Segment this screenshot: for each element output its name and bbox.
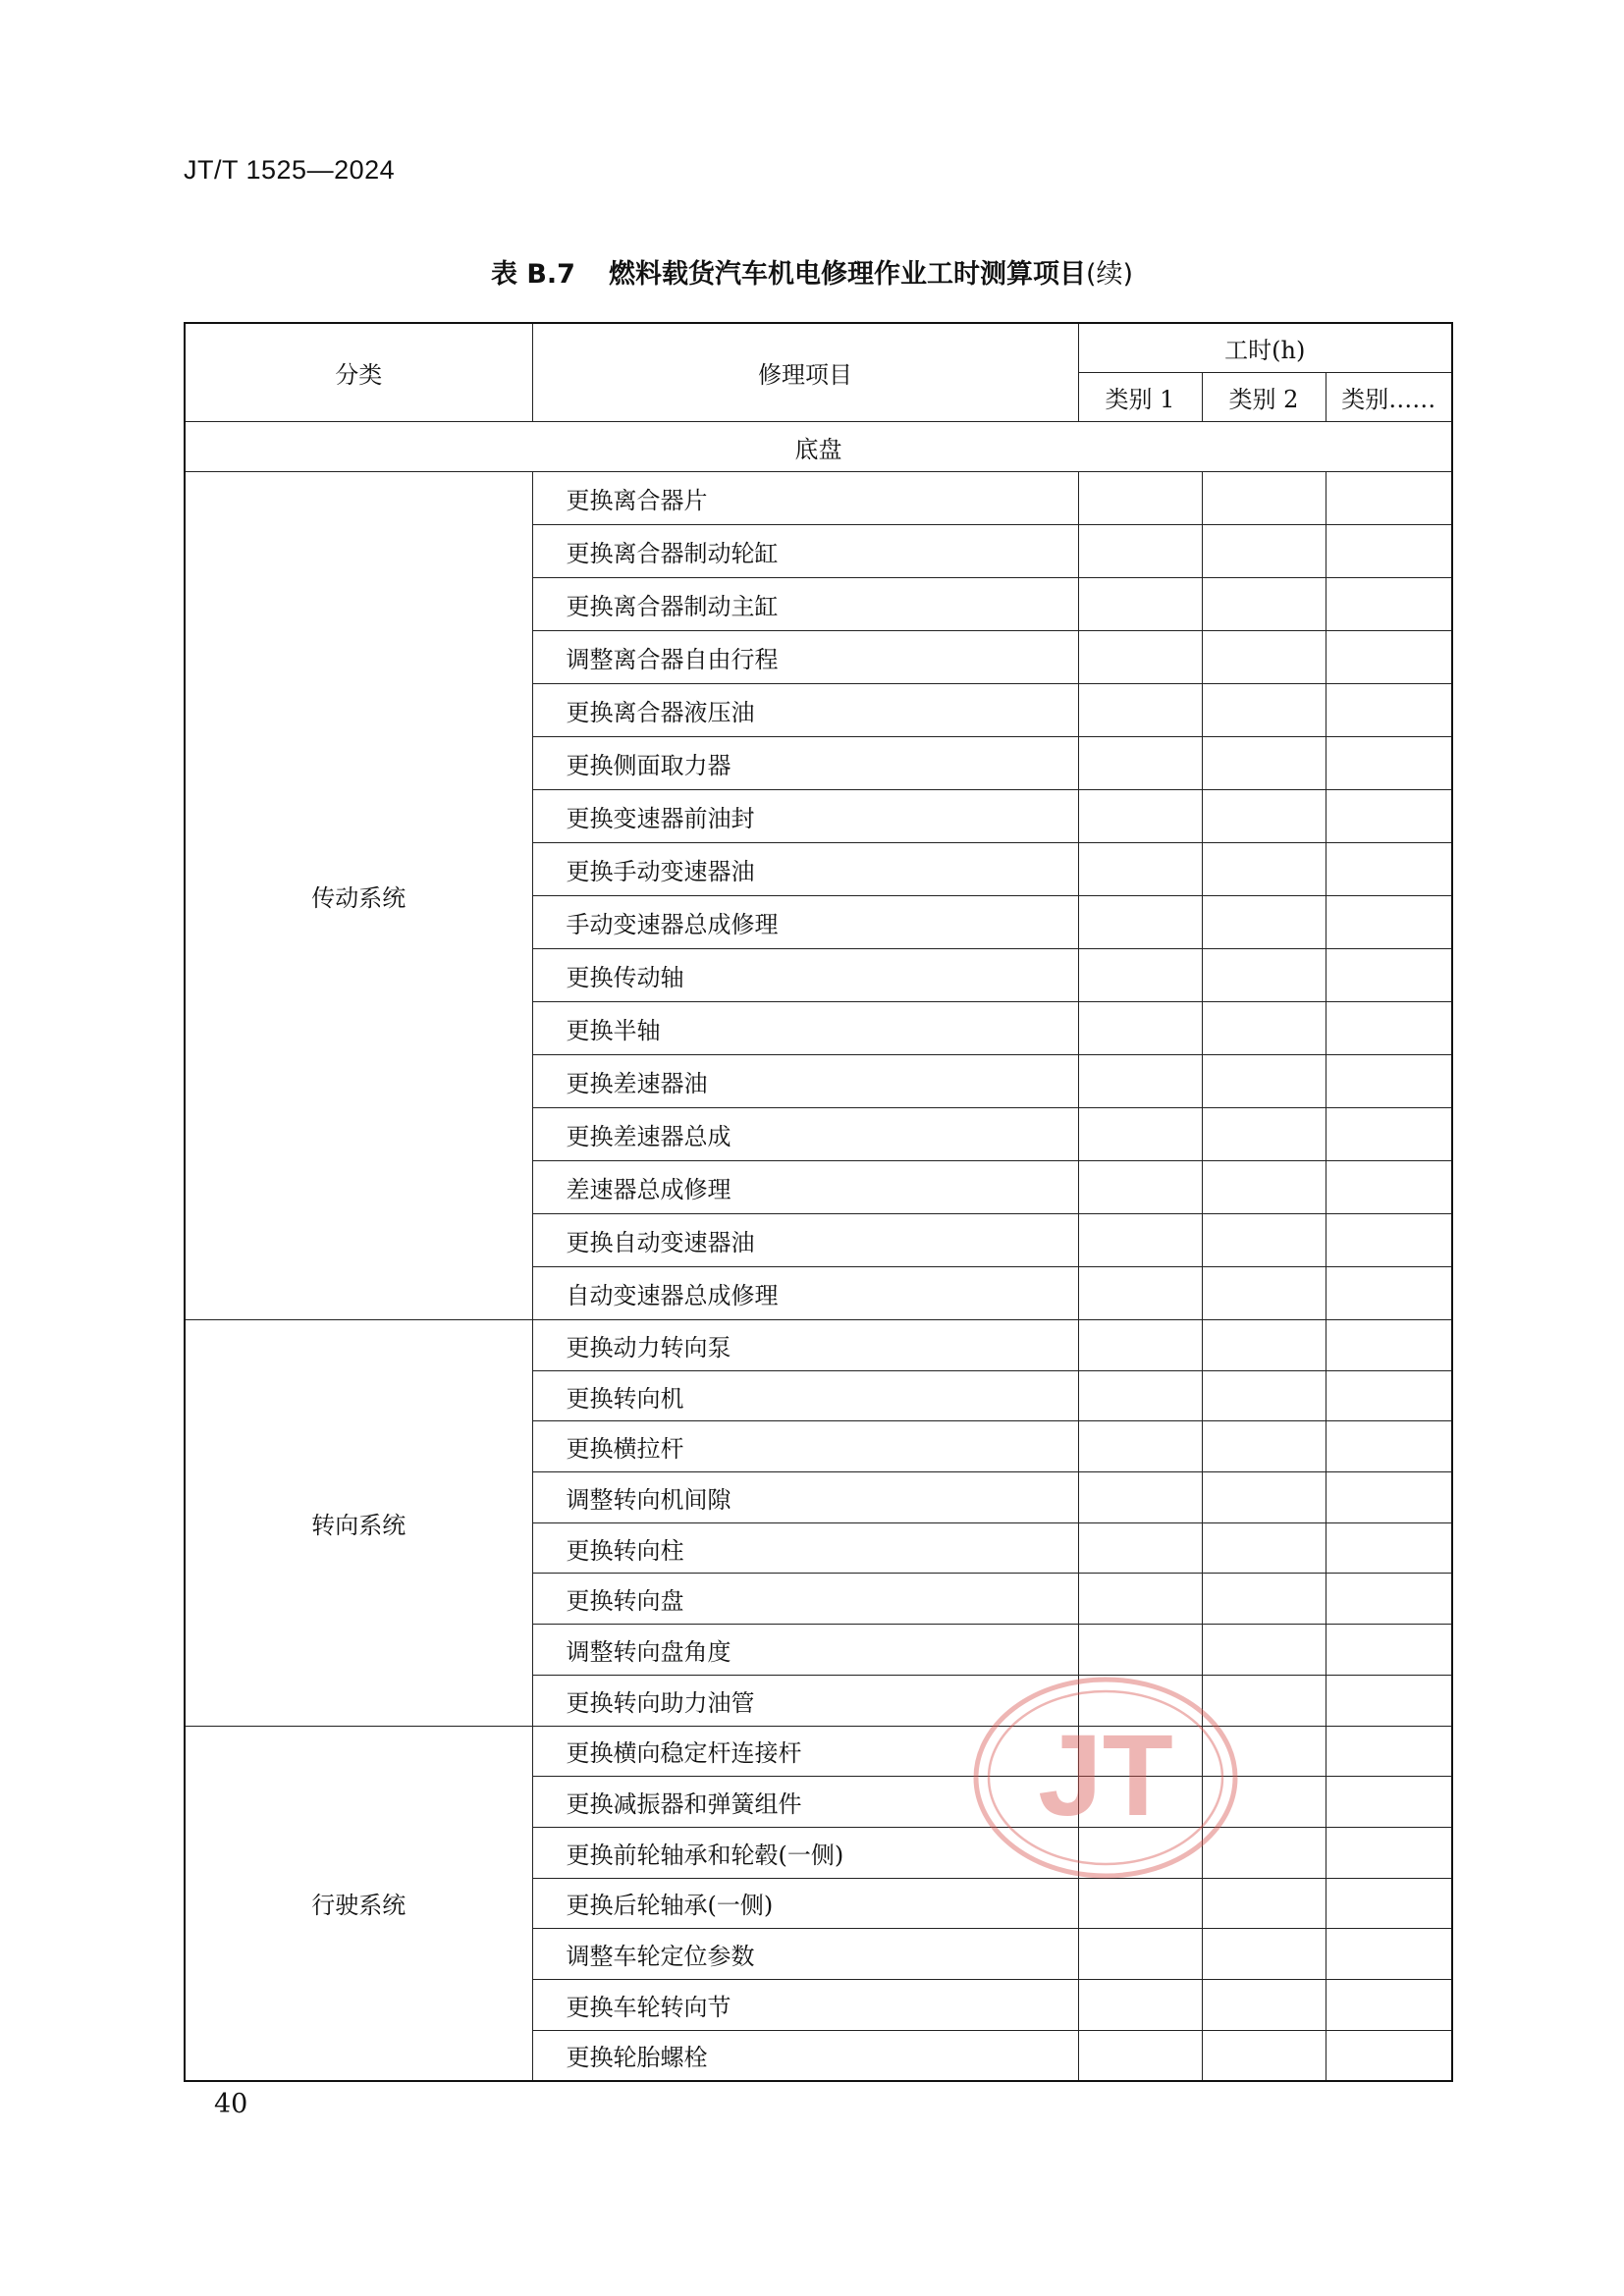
hours-class-2-cell — [1202, 631, 1326, 684]
repair-item-cell: 更换减振器和弹簧组件 — [532, 1777, 1078, 1828]
hours-class-1-cell — [1078, 1267, 1202, 1320]
svg-text:JT: JT — [1038, 1711, 1173, 1841]
hours-class-1-cell — [1078, 1320, 1202, 1371]
hours-class-1-cell — [1078, 1929, 1202, 1980]
table-continued-suffix: (续) — [1085, 259, 1134, 290]
category-cell: 行驶系统 — [185, 1726, 532, 2081]
header-repair-item: 修理项目 — [532, 323, 1078, 422]
repair-item-cell: 更换前轮轴承和轮毂(一侧) — [532, 1827, 1078, 1878]
hours-class-2-cell — [1202, 1522, 1326, 1574]
repair-item-cell: 更换转向柱 — [532, 1522, 1078, 1574]
hours-class-more-cell — [1326, 1726, 1452, 1777]
hours-class-more-cell — [1326, 1522, 1452, 1574]
hours-class-more-cell — [1326, 1929, 1452, 1980]
repair-item-cell: 调整离合器自由行程 — [532, 631, 1078, 684]
hours-class-2-cell — [1202, 1574, 1326, 1625]
table-body — [185, 422, 1452, 2082]
hours-class-more-cell — [1326, 1574, 1452, 1625]
table-row — [185, 1726, 1452, 1777]
hours-class-1-cell — [1078, 949, 1202, 1002]
hours-class-2-cell — [1202, 684, 1326, 737]
hours-class-2-cell — [1202, 578, 1326, 631]
hours-class-1-cell — [1078, 1214, 1202, 1267]
repair-item-cell: 更换动力转向泵 — [532, 1320, 1078, 1371]
repair-item-cell: 更换自动变速器油 — [532, 1214, 1078, 1267]
hours-class-2-cell — [1202, 1878, 1326, 1929]
hours-class-2-cell — [1202, 1002, 1326, 1055]
category-cell: 转向系统 — [185, 1320, 532, 1727]
hours-class-more-cell — [1326, 1161, 1452, 1214]
hours-class-2-cell — [1202, 472, 1326, 525]
hours-class-more-cell — [1326, 631, 1452, 684]
repair-item-cell: 更换传动轴 — [532, 949, 1078, 1002]
hours-class-more-cell — [1326, 525, 1452, 578]
table-row — [185, 472, 1452, 525]
hours-class-1-cell — [1078, 1625, 1202, 1676]
repair-item-cell: 更换转向机 — [532, 1370, 1078, 1421]
hours-class-2-cell — [1202, 1726, 1326, 1777]
hours-class-1-cell — [1078, 1726, 1202, 1777]
hours-class-1-cell — [1078, 1522, 1202, 1574]
repair-item-cell: 更换转向助力油管 — [532, 1675, 1078, 1726]
repair-item-cell: 调整转向机间隙 — [532, 1472, 1078, 1523]
hours-class-more-cell — [1326, 1108, 1452, 1161]
table-name: 燃料载货汽车机电修理作业工时测算项目 — [608, 259, 1086, 290]
repair-item-cell: 调整转向盘角度 — [532, 1625, 1078, 1676]
header-work-hours: 工时(h) — [1078, 323, 1452, 373]
hours-class-2-cell — [1202, 525, 1326, 578]
hours-class-1-cell — [1078, 684, 1202, 737]
hours-class-1-cell — [1078, 1878, 1202, 1929]
hours-class-1-cell — [1078, 843, 1202, 896]
hours-class-more-cell — [1326, 1625, 1452, 1676]
document-code: JT/T 1525—2024 — [184, 155, 396, 185]
hours-class-2-cell — [1202, 1320, 1326, 1371]
repair-item-cell: 更换差速器油 — [532, 1055, 1078, 1108]
hours-class-more-cell — [1326, 2030, 1452, 2081]
header-class-1: 类别 1 — [1078, 373, 1202, 422]
table-row — [185, 1320, 1452, 1371]
hours-class-2-cell — [1202, 1161, 1326, 1214]
table-title — [0, 252, 1624, 291]
hours-class-1-cell — [1078, 1370, 1202, 1421]
hours-class-more-cell — [1326, 1214, 1452, 1267]
hours-class-2-cell — [1202, 737, 1326, 790]
section-heading: 底盘 — [185, 422, 1452, 472]
repair-item-cell: 更换半轴 — [532, 1002, 1078, 1055]
category-cell: 传动系统 — [185, 472, 532, 1320]
hours-class-2-cell — [1202, 790, 1326, 843]
repair-item-cell: 更换车轮转向节 — [532, 1979, 1078, 2030]
hours-class-more-cell — [1326, 843, 1452, 896]
hours-class-2-cell — [1202, 843, 1326, 896]
repair-item-cell: 更换离合器液压油 — [532, 684, 1078, 737]
header-class-2: 类别 2 — [1202, 373, 1326, 422]
hours-class-more-cell — [1326, 1472, 1452, 1523]
header-class-more: 类别…… — [1326, 373, 1452, 422]
hours-class-1-cell — [1078, 525, 1202, 578]
repair-item-cell: 更换轮胎螺栓 — [532, 2030, 1078, 2081]
repair-item-cell: 更换离合器片 — [532, 472, 1078, 525]
hours-class-more-cell — [1326, 1675, 1452, 1726]
hours-class-2-cell — [1202, 949, 1326, 1002]
hours-class-1-cell — [1078, 1777, 1202, 1828]
repair-item-cell: 更换转向盘 — [532, 1574, 1078, 1625]
hours-class-more-cell — [1326, 949, 1452, 1002]
work-hours-table — [184, 322, 1453, 2082]
hours-class-2-cell — [1202, 896, 1326, 949]
header-category: 分类 — [185, 323, 532, 422]
repair-item-cell: 更换手动变速器油 — [532, 843, 1078, 896]
hours-class-more-cell — [1326, 1878, 1452, 1929]
hours-class-2-cell — [1202, 1108, 1326, 1161]
hours-class-1-cell — [1078, 1055, 1202, 1108]
hours-class-more-cell — [1326, 684, 1452, 737]
hours-class-more-cell — [1326, 1979, 1452, 2030]
repair-item-cell: 差速器总成修理 — [532, 1161, 1078, 1214]
repair-item-cell: 更换离合器制动轮缸 — [532, 525, 1078, 578]
repair-item-cell: 自动变速器总成修理 — [532, 1267, 1078, 1320]
hours-class-1-cell — [1078, 1161, 1202, 1214]
hours-class-more-cell — [1326, 578, 1452, 631]
hours-class-1-cell — [1078, 1472, 1202, 1523]
hours-class-2-cell — [1202, 1777, 1326, 1828]
hours-class-more-cell — [1326, 1055, 1452, 1108]
table-number: 表 B.7 — [490, 259, 575, 290]
hours-class-more-cell — [1326, 1777, 1452, 1828]
hours-class-1-cell — [1078, 1675, 1202, 1726]
hours-class-1-cell — [1078, 472, 1202, 525]
repair-item-cell: 更换差速器总成 — [532, 1108, 1078, 1161]
hours-class-2-cell — [1202, 1675, 1326, 1726]
hours-class-2-cell — [1202, 1421, 1326, 1472]
hours-class-1-cell — [1078, 896, 1202, 949]
hours-class-more-cell — [1326, 1827, 1452, 1878]
hours-class-more-cell — [1326, 1421, 1452, 1472]
hours-class-1-cell — [1078, 1108, 1202, 1161]
repair-item-cell: 更换侧面取力器 — [532, 737, 1078, 790]
hours-class-2-cell — [1202, 1827, 1326, 1878]
hours-class-more-cell — [1326, 737, 1452, 790]
hours-class-1-cell — [1078, 790, 1202, 843]
hours-class-1-cell — [1078, 1827, 1202, 1878]
hours-class-1-cell — [1078, 1979, 1202, 2030]
hours-class-2-cell — [1202, 1979, 1326, 2030]
hours-class-2-cell — [1202, 1370, 1326, 1421]
hours-class-1-cell — [1078, 1002, 1202, 1055]
hours-class-1-cell — [1078, 578, 1202, 631]
hours-class-2-cell — [1202, 1472, 1326, 1523]
hours-class-2-cell — [1202, 1214, 1326, 1267]
hours-class-more-cell — [1326, 1320, 1452, 1371]
hours-class-1-cell — [1078, 631, 1202, 684]
repair-item-cell: 更换横向稳定杆连接杆 — [532, 1726, 1078, 1777]
hours-class-1-cell — [1078, 1574, 1202, 1625]
hours-class-more-cell — [1326, 1370, 1452, 1421]
repair-item-cell: 更换变速器前油封 — [532, 790, 1078, 843]
repair-item-cell: 更换后轮轴承(一侧) — [532, 1878, 1078, 1929]
repair-item-cell: 手动变速器总成修理 — [532, 896, 1078, 949]
hours-class-more-cell — [1326, 1267, 1452, 1320]
hours-class-more-cell — [1326, 790, 1452, 843]
hours-class-1-cell — [1078, 2030, 1202, 2081]
page-number: 40 — [214, 2089, 248, 2119]
repair-item-cell: 更换离合器制动主缸 — [532, 578, 1078, 631]
hours-class-2-cell — [1202, 1929, 1326, 1980]
hours-class-more-cell — [1326, 1002, 1452, 1055]
hours-class-2-cell — [1202, 1625, 1326, 1676]
hours-class-2-cell — [1202, 1267, 1326, 1320]
hours-class-1-cell — [1078, 737, 1202, 790]
repair-item-cell: 调整车轮定位参数 — [532, 1929, 1078, 1980]
hours-class-2-cell — [1202, 1055, 1326, 1108]
hours-class-2-cell — [1202, 2030, 1326, 2081]
hours-class-more-cell — [1326, 896, 1452, 949]
hours-class-more-cell — [1326, 472, 1452, 525]
repair-item-cell: 更换横拉杆 — [532, 1421, 1078, 1472]
hours-class-1-cell — [1078, 1421, 1202, 1472]
